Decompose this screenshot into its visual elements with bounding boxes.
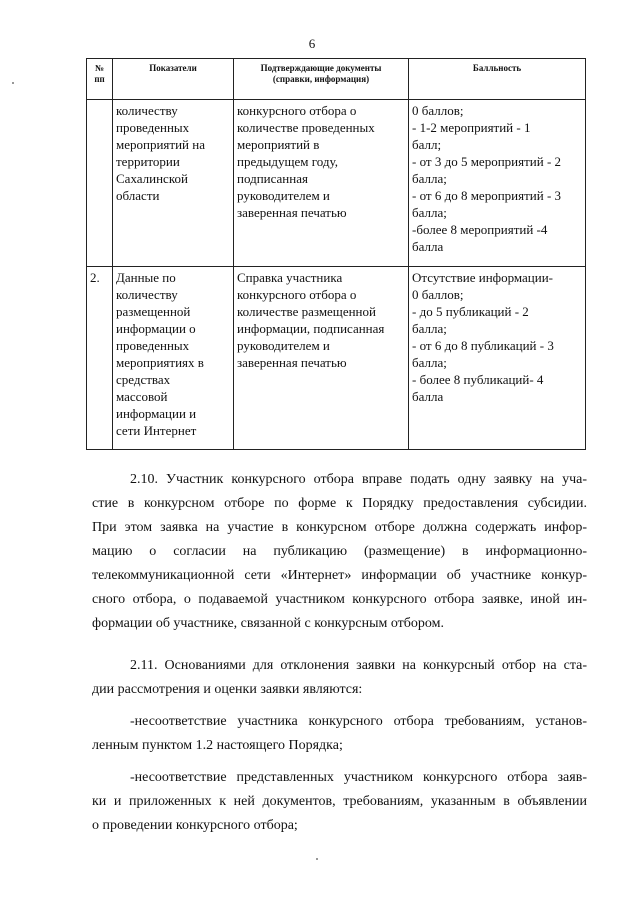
- paragraph-2-11: 2.11. Основаниями для отклонения заявки на конкурсный отбор на ста- дии рассмотрения и оценки заявки являются:: [92, 658, 587, 697]
- list-item-requirements: -несоответствие участника конкурсного отбора требованиям, установ- ленным пунктом 1.2 настоящего Порядка;: [92, 714, 587, 753]
- page-number: 6: [308, 36, 316, 51]
- list-item-documents: -несоответствие представленных участником конкурсного отбора заяв- ки и приложенных к ней документов, требованиям, указанным в объявлении о проведении конкурсного отбора;: [92, 770, 587, 833]
- header-number: № пп: [87, 59, 113, 100]
- cell-scores: Отсутствие информации- 0 баллов; - до 5 публикаций - 2 балла; - от 6 до 8 публикаций - 3 балла; - более 8 публикаций- 4 балла: [409, 267, 586, 450]
- cell-number: 2.: [87, 267, 113, 450]
- scan-speck: [12, 82, 14, 84]
- header-documents: Подтверждающие документы (справки, информация): [234, 59, 409, 100]
- criteria-table: [86, 58, 586, 450]
- cell-indicator: количеству проведенных мероприятий на территории Сахалинской области: [113, 100, 234, 267]
- paragraph-2-10: 2.10. Участник конкурсного отбора вправе подать одну заявку на уча- стие в конкурсном отборе по форме к Порядку предоставления субсидии. При этом заявка на участие в конкурсном отборе должна содержать инфор- мацию о согласии на публикацию (размещение) в информационно- телекоммуникационной сети «Интернет» информации об участнике конкур- сного отбора, о подаваемой участником конкурсного отбора заявке, иной ин- формации об участнике, связанной с конкурсным отбором.: [92, 472, 587, 631]
- scan-speck: [316, 858, 318, 860]
- table-row: [87, 267, 586, 450]
- cell-documents: конкурсного отбора о количестве проведенных мероприятий в предыдущем году, подписанная руководителем и заверенная печатью: [234, 100, 409, 267]
- table-row: [87, 100, 586, 267]
- cell-scores: 0 баллов; - 1-2 мероприятий - 1 балл; - от 3 до 5 мероприятий - 2 балла; - от 6 до 8 мероприятий - 3 балла; -более 8 мероприятий -4 балла: [409, 100, 586, 267]
- cell-indicator: Данные по количеству размещенной информации о проведенных мероприятиях в средствах массовой информации и сети Интернет: [113, 267, 234, 450]
- table-header-row: [87, 59, 586, 100]
- header-scores: Балльность: [409, 59, 586, 100]
- cell-number: [87, 100, 113, 267]
- header-indicators: Показатели: [113, 59, 234, 100]
- cell-documents: Справка участника конкурсного отбора о количестве размещенной информации, подписанная руководителем и заверенная печатью: [234, 267, 409, 450]
